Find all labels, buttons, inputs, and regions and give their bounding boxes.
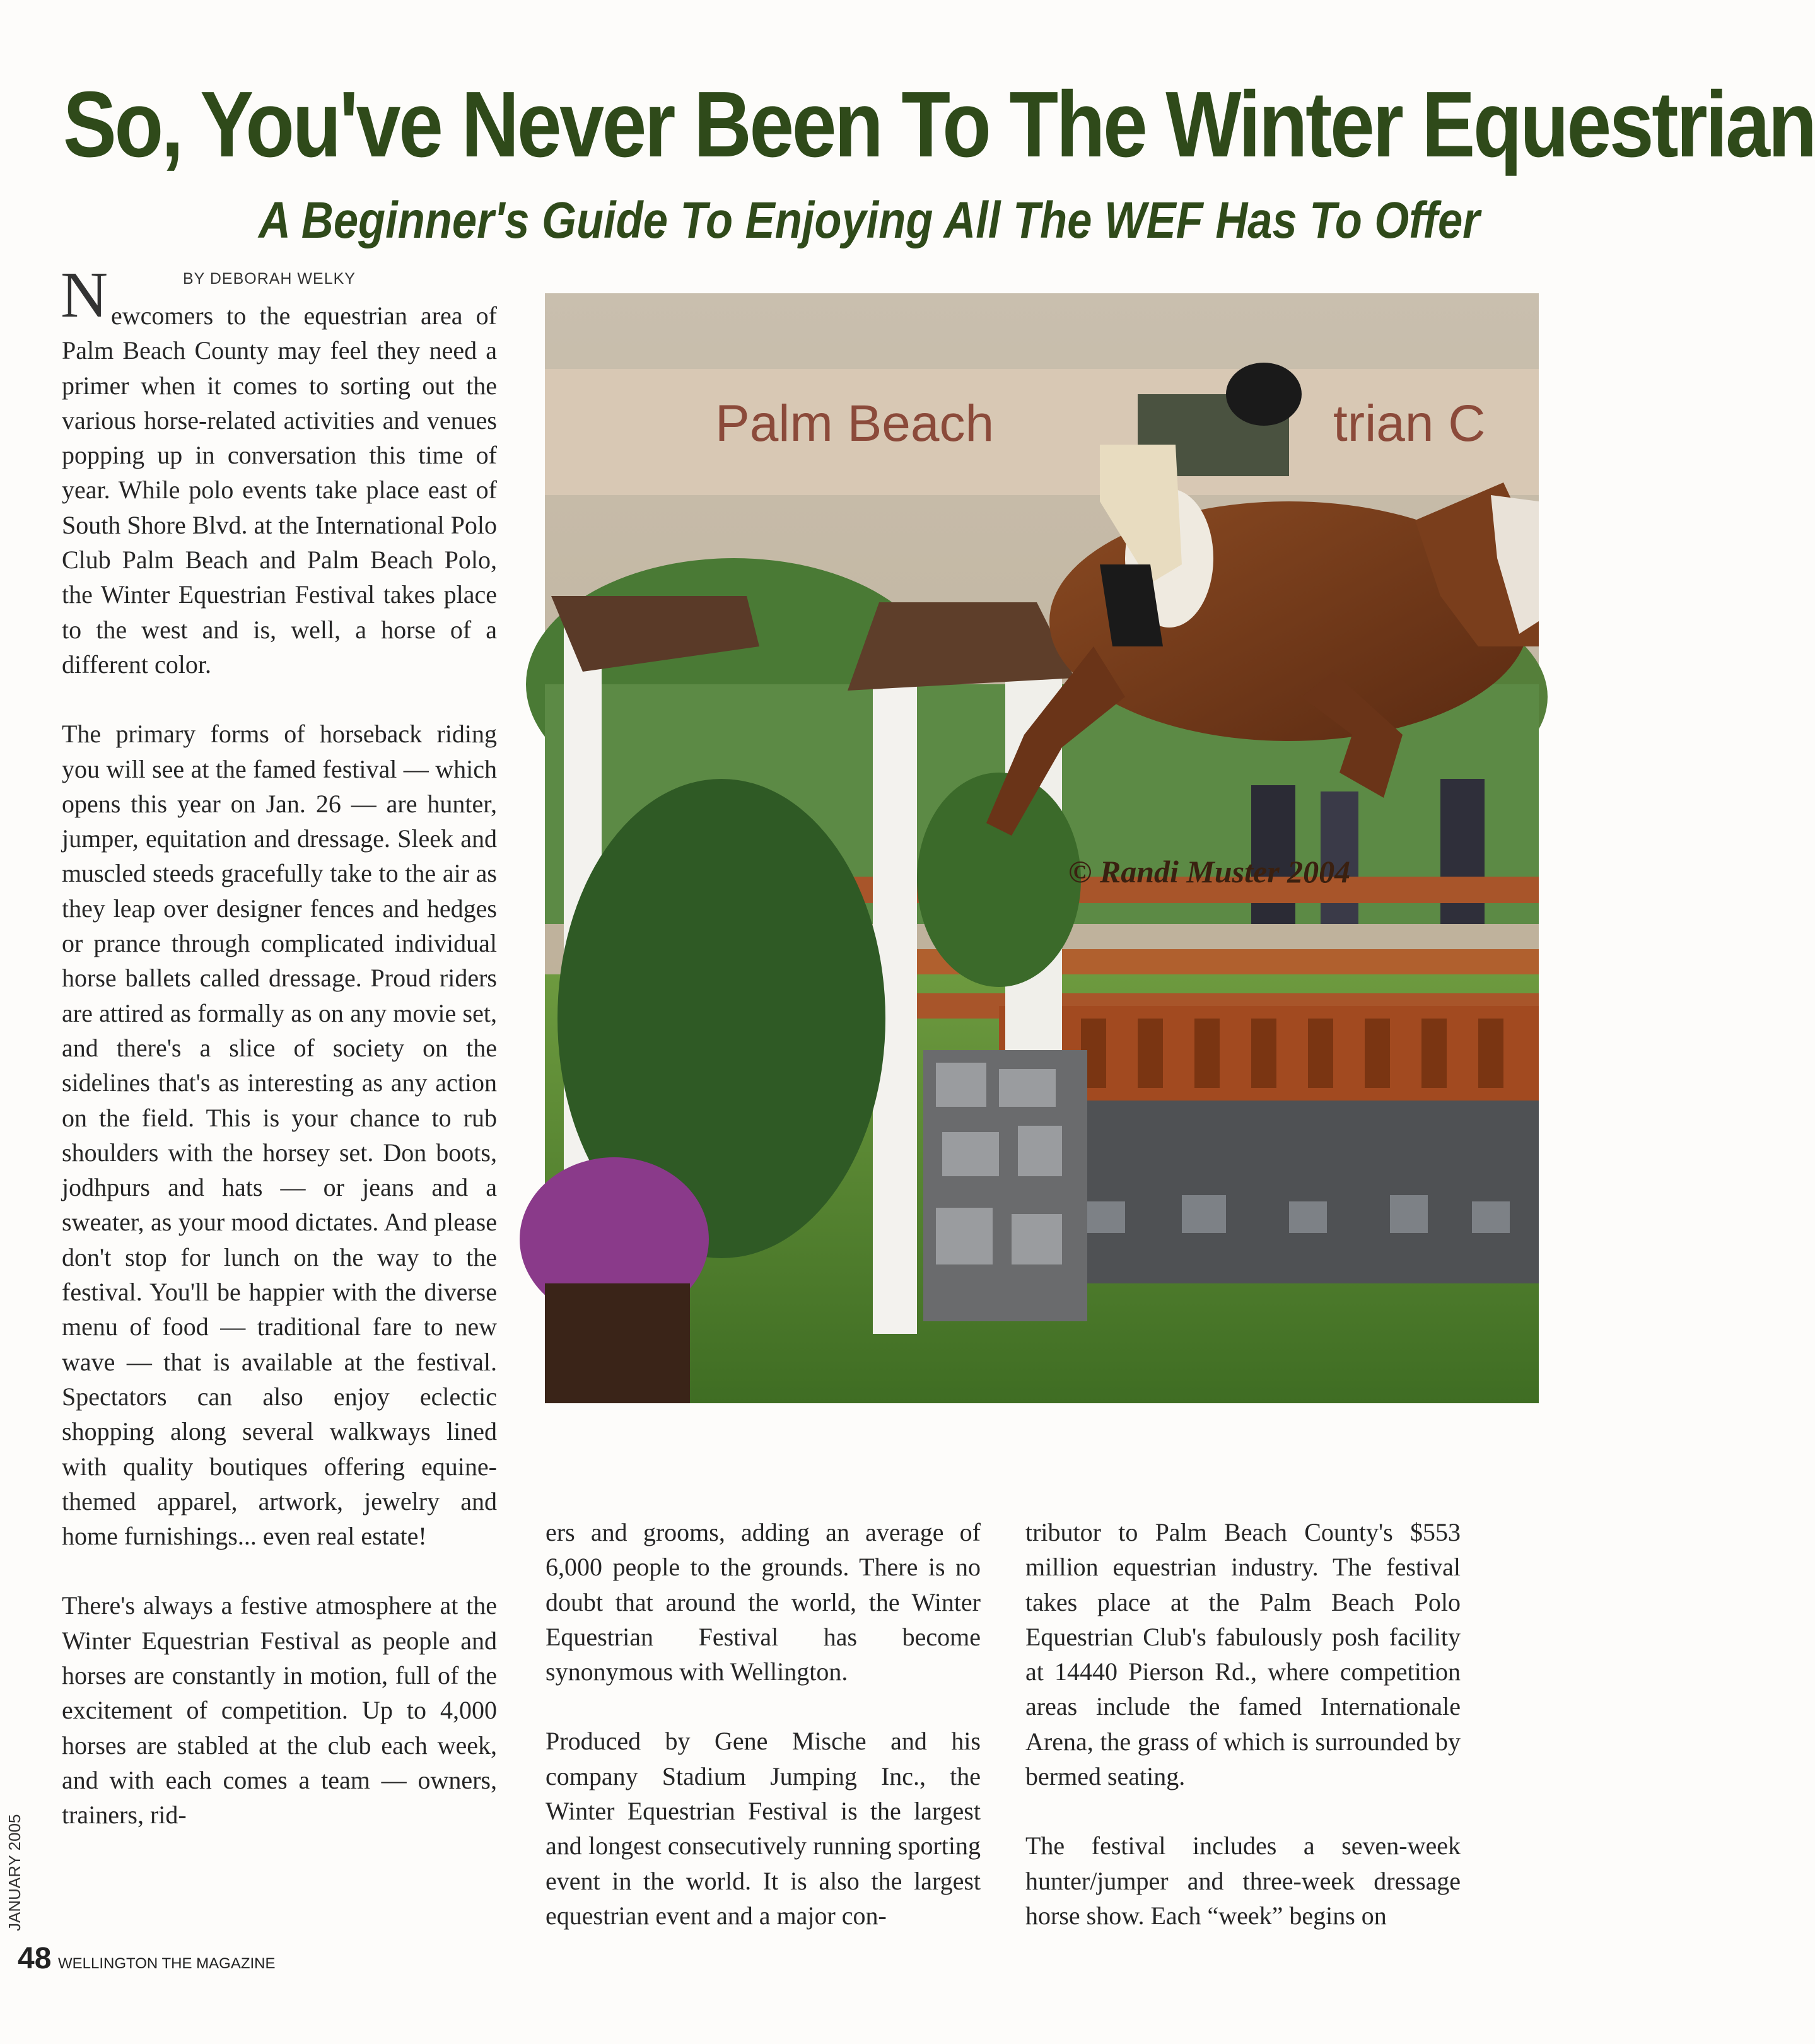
drop-cap: N [61,259,108,331]
article-title: So, You've Never Been To The Winter Equestrian [63,73,1815,177]
banner-text-right: trian C [1333,395,1486,452]
paragraph: Produced by Gene Mische and his company Stadium Jumping Inc., the Winter Equestrian Festival is the largest and longest consecutively running sporting event in the world. It is also the largest equestrian event and a major con- [546,1727,981,1930]
paragraph: The primary forms of horseback riding you will see at the famed festival — which opens this year on Jan. 26 — are hunter, jumper, equitation and dressage. Sleek and muscled steeds gracefully take to the air as they leap over designer fences and hedges or prance through complicated individual horse ballets called dressage. Proud riders are attired as formally as on any movie set, and there's a slice of society on the sidelines that's as interesting as any action on the field. This is your chance to rub shoulders with the horsey set. Don boots, jodhpurs and hats — or jeans and a sweater, as your mood dictates. And please don't stop for lunch on the way to the festival. You'll be happier with the diverse menu of food — traditional fare to new wave — that is available at the festival. Spectators can also enjoy eclectic shopping along several walkways lined with quality boutiques offering equine-themed apparel, artwork, jewelry and home furnishings... even real estate! [62,720,497,1551]
paragraph: tributor to Palm Beach County's $553 million equestrian industry. The festival takes place at the Palm Beach Polo Equestrian Club's fabulously posh facility at 14440 Pierson Rd., where competition areas include the famed Internationale Arena, the grass of which is surrounded by bermed seating. [1025,1518,1461,1791]
banner-text-left: Palm Beach [715,395,995,452]
paragraph: ewcomers to the equestrian area of Palm Beach County may feel they need a primer when it comes to sorting out the various horse-related activities and venues popping up in conversation this time of year. While polo events take place east of South Shore Blvd. at the International Polo Club Palm Beach and Palm Beach Polo, the Winter Equestrian Festival takes place to the west and is, well, a horse of a different color. [62,301,497,679]
article-subtitle: A Beginner's Guide To Enjoying All The WEF Has To Offer [259,192,1480,249]
page-number: 48 [18,1942,52,1975]
paragraph: There's always a festive atmosphere at the Winter Equestrian Festival as people and horses are constantly in motion, full of the excitement of competition. Up to 4,000 horses are stabled at the club each week, and with each comes a team — owners, trainers, rid- [62,1591,497,1830]
paragraph: The festival includes a seven-week hunter/jumper and three-week dressage horse show. Each “week” begins on [1025,1831,1461,1930]
photo-credit: © Randi Muster 2004 [1068,854,1351,889]
column-2 [546,1515,981,1933]
horse-jump-photo [545,293,1539,1403]
column-3 [1025,1515,1461,1933]
photo-illustration [545,293,1539,1403]
magazine-name: WELLINGTON THE MAGAZINE [58,1955,276,1972]
issue-date: JANUARY 2005 [5,1814,24,1931]
byline: BY DEBORAH WELKY [183,270,356,288]
column-1 [62,298,497,1832]
paragraph: ers and grooms, adding an average of 6,000 people to the grounds. There is no doubt that around the world, the Winter Equestrian Festival has become synonymous with Wellington. [546,1518,981,1686]
